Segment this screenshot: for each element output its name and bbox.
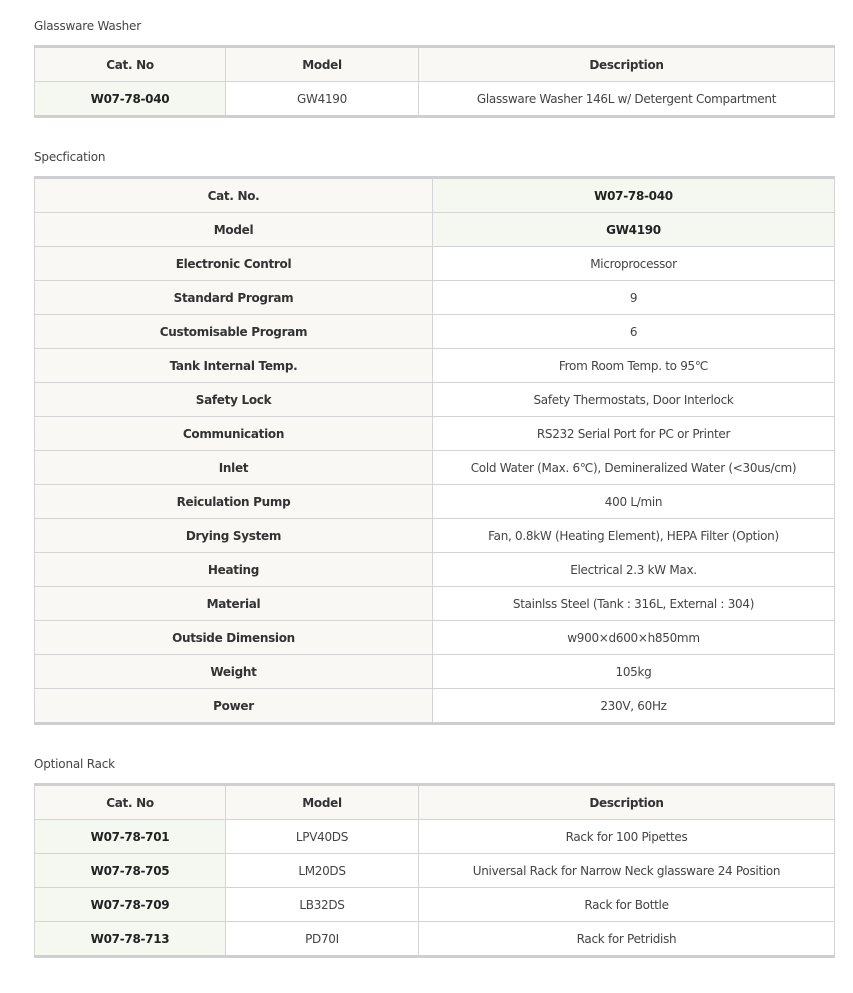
spec-row	[35, 519, 835, 553]
cat-no-cell: W07-78-713	[35, 922, 226, 957]
spec-value: RS232 Serial Port for PC or Printer	[433, 417, 835, 451]
column-header-model: Model	[226, 47, 419, 82]
model-cell: LB32DS	[226, 888, 419, 922]
spec-value: From Room Temp. to 95℃	[433, 349, 835, 383]
spec-label: Reiculation Pump	[35, 485, 433, 519]
column-header-cat-no: Cat. No	[35, 47, 226, 82]
model-cell: GW4190	[226, 82, 419, 117]
table-row	[35, 820, 835, 854]
column-header-description: Description	[419, 785, 835, 820]
spec-value: Fan, 0.8kW (Heating Element), HEPA Filter (Option)	[433, 519, 835, 553]
spec-table	[34, 176, 835, 725]
spec-value: Microprocessor	[433, 247, 835, 281]
table-row	[35, 922, 835, 957]
spec-label: Power	[35, 689, 433, 724]
spec-label: Standard Program	[35, 281, 433, 315]
spec-value: 105kg	[433, 655, 835, 689]
table-header-row	[35, 785, 835, 820]
spec-row	[35, 383, 835, 417]
spec-row	[35, 553, 835, 587]
model-cell: LM20DS	[226, 854, 419, 888]
spec-section-title: Specfication	[34, 150, 106, 164]
spec-value: Safety Thermostats, Door Interlock	[433, 383, 835, 417]
rack-section-title: Optional Rack	[34, 757, 115, 771]
description-cell: Rack for Bottle	[419, 888, 835, 922]
spec-value: Cold Water (Max. 6℃), Demineralized Water (<30us/cm)	[433, 451, 835, 485]
description-cell: Universal Rack for Narrow Neck glassware 24 Position	[419, 854, 835, 888]
washer-table	[34, 45, 835, 118]
spec-label: Model	[35, 213, 433, 247]
model-cell: LPV40DS	[226, 820, 419, 854]
spec-row	[35, 655, 835, 689]
column-header-cat-no: Cat. No	[35, 785, 226, 820]
spec-label: Cat. No.	[35, 178, 433, 213]
spec-label: Electronic Control	[35, 247, 433, 281]
spec-value: 400 L/min	[433, 485, 835, 519]
spec-value: 230V, 60Hz	[433, 689, 835, 724]
spec-value: 9	[433, 281, 835, 315]
spec-row	[35, 178, 835, 213]
spec-label: Heating	[35, 553, 433, 587]
spec-label: Material	[35, 587, 433, 621]
washer-section-title: Glassware Washer	[34, 19, 141, 33]
table-header-row	[35, 47, 835, 82]
description-cell: Glassware Washer 146L w/ Detergent Compartment	[419, 82, 835, 117]
description-cell: Rack for Petridish	[419, 922, 835, 957]
spec-value: Electrical 2.3 kW Max.	[433, 553, 835, 587]
spec-row	[35, 417, 835, 451]
table-row	[35, 888, 835, 922]
spec-value: Stainlss Steel (Tank : 316L, External : 304)	[433, 587, 835, 621]
spec-row	[35, 689, 835, 724]
spec-row	[35, 281, 835, 315]
spec-label: Customisable Program	[35, 315, 433, 349]
spec-row	[35, 315, 835, 349]
spec-value: 6	[433, 315, 835, 349]
description-cell: Rack for 100 Pipettes	[419, 820, 835, 854]
model-cell: PD70I	[226, 922, 419, 957]
spec-label: Weight	[35, 655, 433, 689]
spec-value: GW4190	[433, 213, 835, 247]
spec-row	[35, 247, 835, 281]
cat-no-cell: W07-78-709	[35, 888, 226, 922]
rack-table	[34, 783, 835, 958]
spec-row	[35, 621, 835, 655]
cat-no-cell: W07-78-701	[35, 820, 226, 854]
spec-row	[35, 213, 835, 247]
spec-value: w900×d600×h850mm	[433, 621, 835, 655]
spec-label: Safety Lock	[35, 383, 433, 417]
spec-value: W07-78-040	[433, 178, 835, 213]
spec-row	[35, 485, 835, 519]
spec-row	[35, 349, 835, 383]
table-row	[35, 854, 835, 888]
column-header-model: Model	[226, 785, 419, 820]
spec-label: Tank Internal Temp.	[35, 349, 433, 383]
spec-label: Drying System	[35, 519, 433, 553]
spec-label: Outside Dimension	[35, 621, 433, 655]
column-header-description: Description	[419, 47, 835, 82]
table-row	[35, 82, 835, 117]
spec-label: Inlet	[35, 451, 433, 485]
cat-no-cell: W07-78-040	[35, 82, 226, 117]
spec-row	[35, 587, 835, 621]
spec-row	[35, 451, 835, 485]
cat-no-cell: W07-78-705	[35, 854, 226, 888]
spec-label: Communication	[35, 417, 433, 451]
